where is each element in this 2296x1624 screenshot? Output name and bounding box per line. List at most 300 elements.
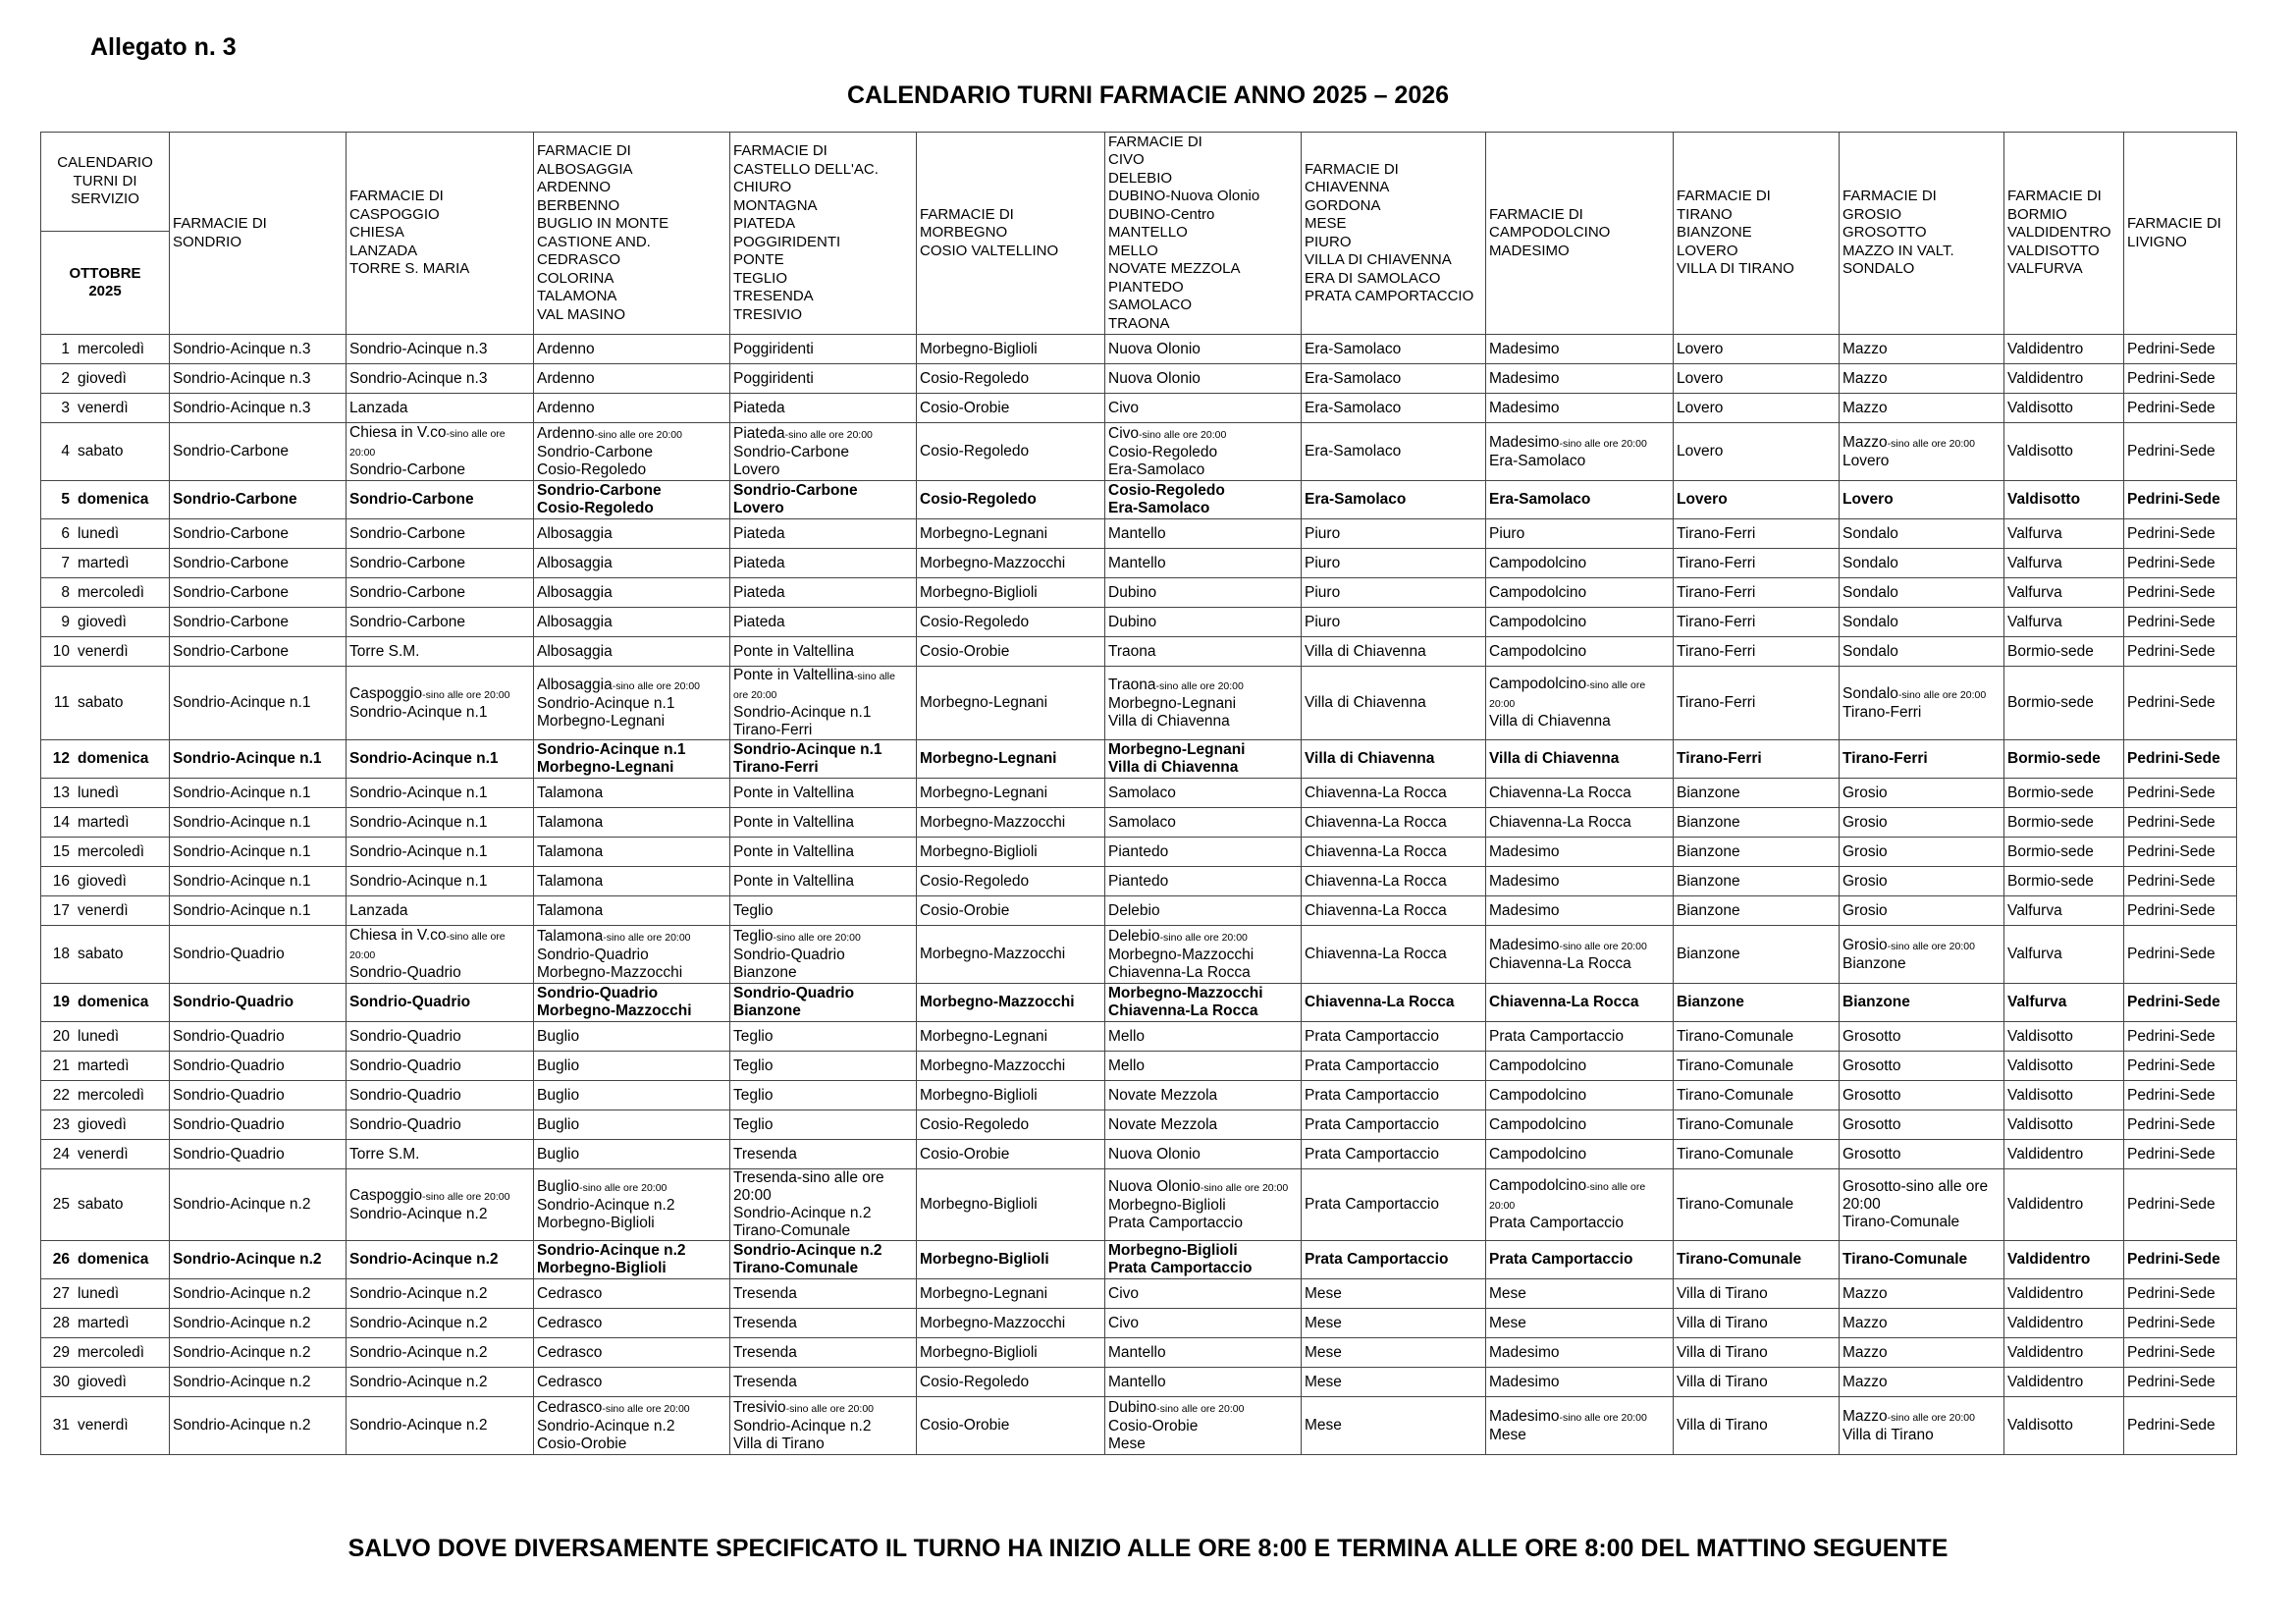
- schedule-cell: [1105, 1140, 1302, 1169]
- schedule-cell: [1302, 1279, 1486, 1309]
- schedule-cell: [1674, 1169, 1840, 1241]
- text-line: FARMACIE DI: [920, 205, 1014, 223]
- schedule-cell: [2124, 667, 2237, 740]
- text-line: VILLA DI TIRANO: [1677, 260, 1794, 278]
- table-body: [41, 335, 2237, 1455]
- pharmacy-name: Valdidentro: [2007, 1373, 2084, 1390]
- schedule-cell: [2124, 519, 2237, 549]
- schedule-cell: [1840, 1081, 2004, 1110]
- pharmacy-name: Buglio: [537, 1115, 580, 1133]
- schedule-cell: [1674, 838, 1840, 867]
- schedule-cell: [1302, 423, 1486, 481]
- schedule-cell: [1840, 1110, 2004, 1140]
- table-row: [41, 926, 2237, 984]
- pharmacy-name: Tresenda-sino alle ore 20:00: [733, 1169, 884, 1204]
- schedule-cell: [2004, 1110, 2124, 1140]
- hours-note: -sino alle ore 20:00: [1559, 940, 1647, 952]
- pharmacy-name: Morbegno-Biglioli: [920, 340, 1038, 357]
- pharmacy-name: Dubino: [1108, 613, 1157, 630]
- table-row: [41, 896, 2237, 926]
- pharmacy-name: Pedrini-Sede: [2127, 694, 2216, 711]
- schedule-cell: [1674, 1241, 1840, 1279]
- schedule-cell: [170, 984, 347, 1022]
- pharmacy-name: [537, 1399, 726, 1418]
- schedule-cell: [917, 1022, 1105, 1052]
- table-row: [41, 1338, 2237, 1368]
- pharmacy-name: Villa di Chiavenna: [1108, 712, 1230, 730]
- pharmacy-name: Sondrio-Quadrio: [349, 1027, 461, 1045]
- schedule-cell: [2124, 1397, 2237, 1455]
- schedule-cell: [534, 1081, 730, 1110]
- pharmacy-name: Sondrio-Carbone: [537, 443, 654, 460]
- pharmacy-name: Sondrio-Carbone: [537, 482, 662, 499]
- pharmacy-name: Sondrio-Acinque n.2: [537, 1417, 675, 1435]
- pharmacy-name: Era-Samolaco: [1108, 460, 1205, 478]
- pharmacy-name: Teglio: [733, 1027, 774, 1045]
- schedule-cell: [1674, 667, 1840, 740]
- pharmacy-name-text: Campodolcino: [1489, 676, 1587, 692]
- pharmacy-name: Era-Samolaco: [1305, 369, 1402, 387]
- pharmacy-name: Grosotto: [1842, 1086, 1901, 1104]
- schedule-cell: [1840, 1052, 2004, 1081]
- table-row: [41, 1022, 2237, 1052]
- text-line: FARMACIE DI: [1677, 188, 1771, 205]
- schedule-cell: [170, 1140, 347, 1169]
- pharmacy-name: Chiavenna-La Rocca: [1489, 813, 1631, 831]
- header-row: [41, 133, 2237, 232]
- pharmacy-name: Morbegno-Legnani: [920, 1284, 1048, 1302]
- schedule-cell: [917, 1140, 1105, 1169]
- schedule-cell: [534, 1368, 730, 1397]
- pharmacy-name: Mazzo: [1842, 369, 1888, 387]
- pharmacy-name: Cosio-Orobie: [1108, 1417, 1199, 1435]
- pharmacy-name: Mazzo: [1842, 340, 1888, 357]
- pharmacy-name: Sondrio-Acinque n.1: [733, 704, 872, 721]
- pharmacy-name: Grosotto-sino alle ore 20:00: [1842, 1178, 1989, 1213]
- schedule-cell: [1105, 1397, 1302, 1455]
- pharmacy-name: Chiavenna-La Rocca: [1305, 994, 1455, 1010]
- pharmacy-name: Sondrio-Acinque n.3: [173, 399, 311, 416]
- pharmacy-name-text: Mazzo: [1842, 1407, 1888, 1425]
- text-line: GROSOTTO: [1842, 224, 1927, 242]
- pharmacy-name-text: Nuova Olonio: [1108, 1177, 1201, 1195]
- pharmacy-name: Mese: [1305, 1343, 1342, 1361]
- pharmacy-name: Bormio-sede: [2007, 784, 2094, 801]
- hours-note: -sino alle ore 20:00: [1200, 1181, 1289, 1194]
- pharmacy-name: Mese: [1108, 1435, 1146, 1452]
- hours-note: -sino alle ore 20:00: [784, 428, 873, 441]
- pharmacy-name: Pedrini-Sede: [2127, 1027, 2216, 1045]
- schedule-cell: [730, 335, 917, 364]
- table-row: [41, 608, 2237, 637]
- text-line: DELEBIO: [1108, 169, 1173, 187]
- pharmacy-name: Sondrio-Acinque n.2: [173, 1314, 311, 1331]
- text-line: MANTELLO: [1108, 224, 1188, 242]
- schedule-cell: [534, 667, 730, 740]
- day-number: 28: [52, 1314, 70, 1331]
- day-number: 13: [52, 784, 70, 801]
- hours-note: -sino alle ore 20:00: [349, 931, 506, 961]
- pharmacy-name: Piantedo: [1108, 872, 1169, 890]
- schedule-cell: [1840, 1338, 2004, 1368]
- day-number: 9: [61, 613, 70, 630]
- schedule-cell: [2004, 394, 2124, 423]
- schedule-cell: [2004, 808, 2124, 838]
- pharmacy-name: Cedrasco: [537, 1314, 603, 1331]
- day-cell: [41, 838, 170, 867]
- schedule-cell: [1840, 1169, 2004, 1241]
- pharmacy-name: Sondrio-Quadrio: [173, 1086, 285, 1104]
- schedule-cell: [2004, 481, 2124, 519]
- schedule-cell: [2124, 740, 2237, 779]
- schedule-cell: [1674, 896, 1840, 926]
- pharmacy-name: Novate Mezzola: [1108, 1086, 1218, 1104]
- attachment-label: Allegato n. 3: [90, 33, 237, 61]
- schedule-cell: [730, 519, 917, 549]
- pharmacy-name: [537, 1178, 726, 1197]
- pharmacy-name: Morbegno-Biglioli: [920, 583, 1038, 601]
- schedule-cell: [347, 1140, 534, 1169]
- pharmacy-name: Piantedo: [1108, 842, 1169, 860]
- pharmacy-name: Mazzo: [1842, 1373, 1888, 1390]
- table-row: [41, 1279, 2237, 1309]
- pharmacy-name: Madesimo: [1489, 369, 1560, 387]
- table-row: [41, 1309, 2237, 1338]
- day-cell: [41, 1052, 170, 1081]
- day-number: 25: [52, 1196, 70, 1213]
- schedule-cell: [534, 519, 730, 549]
- pharmacy-name: Chiavenna-La Rocca: [1489, 784, 1631, 801]
- pharmacy-name: Morbegno-Biglioli: [920, 1343, 1038, 1361]
- pharmacy-name: Piuro: [1305, 583, 1341, 601]
- schedule-cell: [730, 1081, 917, 1110]
- day-number: 24: [52, 1145, 70, 1163]
- text-line: ALBOSAGGIA: [537, 160, 633, 178]
- schedule-cell: [1486, 1397, 1674, 1455]
- pharmacy-name: [349, 685, 530, 704]
- schedule-cell: [347, 394, 534, 423]
- pharmacy-name: Sondrio-Quadrio: [537, 946, 649, 963]
- schedule-cell: [917, 808, 1105, 838]
- pharmacy-name: Pedrini-Sede: [2127, 872, 2216, 890]
- table-row: [41, 779, 2237, 808]
- column-header-sondrio: [170, 133, 347, 335]
- pharmacy-name: [1489, 1177, 1670, 1215]
- schedule-cell: [170, 1368, 347, 1397]
- pharmacy-name: Valdidentro: [2007, 1284, 2084, 1302]
- pharmacy-name: Sondrio-Acinque n.1: [173, 750, 322, 767]
- pharmacy-name: Cosio-Orobie: [920, 901, 1010, 919]
- pharmacy-name: Tirano-Comunale: [733, 1260, 859, 1276]
- schedule-cell: [917, 578, 1105, 608]
- pharmacy-name: Pedrini-Sede: [2127, 901, 2216, 919]
- day-number: 12: [52, 750, 70, 767]
- text-line: TRESIVIO: [733, 305, 803, 323]
- weekday: martedì: [78, 554, 130, 571]
- day-cell: [41, 926, 170, 984]
- pharmacy-name: Valdisotto: [2007, 399, 2073, 416]
- pharmacy-name: Piateda: [733, 554, 785, 571]
- schedule-cell: [2124, 1169, 2237, 1241]
- schedule-cell: [1486, 667, 1674, 740]
- schedule-cell: [730, 1397, 917, 1455]
- text-line: BUGLIO IN MONTE: [537, 215, 669, 232]
- pharmacy-name: Sondrio-Acinque n.1: [349, 813, 488, 831]
- schedule-cell: [1302, 740, 1486, 779]
- pharmacy-name: Mese: [1489, 1426, 1526, 1443]
- schedule-cell: [917, 667, 1105, 740]
- schedule-cell: [1840, 1241, 2004, 1279]
- schedule-cell: [1105, 779, 1302, 808]
- pharmacy-name: [1108, 928, 1298, 947]
- schedule-cell: [347, 740, 534, 779]
- text-line: TORRE S. MARIA: [349, 260, 470, 278]
- weekday: venerdì: [78, 901, 129, 919]
- pharmacy-name: Pedrini-Sede: [2127, 583, 2216, 601]
- table-row: [41, 423, 2237, 481]
- day-number: 31: [52, 1417, 70, 1434]
- day-number: 15: [52, 842, 70, 860]
- schedule-cell: [534, 637, 730, 667]
- pharmacy-name: [1108, 425, 1298, 444]
- schedule-cell: [1302, 481, 1486, 519]
- schedule-cell: [1674, 481, 1840, 519]
- pharmacy-name: [733, 1399, 913, 1418]
- pharmacy-name: Albosaggia: [537, 583, 613, 601]
- pharmacy-name: Mello: [1108, 1027, 1146, 1045]
- schedule-cell: [2124, 1110, 2237, 1140]
- pharmacy-name: Sondrio-Carbone: [349, 524, 466, 542]
- text-line: VALDISOTTO: [2007, 242, 2100, 259]
- day-number: 14: [52, 813, 70, 831]
- weekday: domenica: [78, 1251, 149, 1268]
- table-row: [41, 838, 2237, 867]
- pharmacy-name: Campodolcino: [1489, 583, 1587, 601]
- pharmacy-name: Chiavenna-La Rocca: [1108, 963, 1251, 981]
- weekday: sabato: [78, 1196, 124, 1213]
- pharmacy-name: Civo: [1108, 399, 1140, 416]
- pharmacy-name: Sondrio-Acinque n.2: [173, 1417, 311, 1434]
- schedule-cell: [2124, 896, 2237, 926]
- pharmacy-name: Cosio-Regoledo: [1108, 443, 1218, 460]
- schedule-cell: [534, 1140, 730, 1169]
- schedule-cell: [2124, 1140, 2237, 1169]
- pharmacy-name: Villa di Tirano: [1677, 1284, 1768, 1302]
- schedule-cell: [1486, 896, 1674, 926]
- pharmacy-name: Sondrio-Carbone: [173, 491, 297, 508]
- schedule-cell: [1302, 1081, 1486, 1110]
- schedule-cell: [1105, 608, 1302, 637]
- schedule-cell: [170, 1022, 347, 1052]
- pharmacy-name: Sondrio-Quadrio: [349, 964, 461, 981]
- schedule-cell: [917, 1169, 1105, 1241]
- pharmacy-name: [537, 928, 726, 947]
- pharmacy-name: Cosio-Orobie: [920, 1145, 1010, 1163]
- pharmacy-name: Tirano-Comunale: [1842, 1251, 1968, 1268]
- pharmacy-name: Madesimo: [1489, 872, 1560, 890]
- pharmacy-name: Albosaggia: [537, 642, 613, 660]
- table-row: [41, 1241, 2237, 1279]
- schedule-cell: [534, 364, 730, 394]
- pharmacy-name: Valfurva: [2007, 946, 2062, 962]
- pharmacy-name: Piuro: [1305, 554, 1341, 571]
- schedule-cell: [2004, 1052, 2124, 1081]
- schedule-cell: [1840, 1397, 2004, 1455]
- pharmacy-name: [349, 927, 530, 964]
- pharmacy-name: Chiavenna-La Rocca: [1305, 842, 1447, 860]
- pharmacy-name: Cedrasco: [537, 1373, 603, 1390]
- text-line: DUBINO-Nuova Olonio: [1108, 188, 1260, 205]
- table-row: [41, 481, 2237, 519]
- pharmacy-name: Sondrio-Acinque n.2: [349, 1284, 488, 1302]
- pharmacy-name: Campodolcino: [1489, 1056, 1587, 1074]
- text-line: CEDRASCO: [537, 251, 621, 268]
- schedule-cell: [170, 926, 347, 984]
- pharmacy-name: Teglio: [733, 1056, 774, 1074]
- schedule-cell: [1486, 637, 1674, 667]
- schedule-cell: [534, 1241, 730, 1279]
- pharmacy-name: Valfurva: [2007, 583, 2062, 601]
- schedule-cell: [1486, 1368, 1674, 1397]
- text-line: CASTIONE AND.: [537, 233, 651, 250]
- pharmacy-name: Prata Camportaccio: [1305, 1145, 1439, 1163]
- pharmacy-name: Morbegno-Mazzocchi: [920, 1056, 1066, 1074]
- schedule-cell: [917, 1279, 1105, 1309]
- text-line: MORBEGNO: [920, 224, 1008, 242]
- pharmacy-name: Valdisotto: [2007, 1115, 2073, 1133]
- pharmacy-name: Ponte in Valtellina: [733, 842, 854, 860]
- schedule-cell: [730, 867, 917, 896]
- pharmacy-name: Grosotto: [1842, 1027, 1901, 1045]
- pharmacy-name: Valfurva: [2007, 901, 2062, 919]
- schedule-cell: [170, 779, 347, 808]
- text-line: BIANZONE: [1677, 224, 1752, 242]
- pharmacy-name: Villa di Tirano: [1677, 1314, 1768, 1331]
- pharmacy-name: Villa di Tirano: [1677, 1417, 1768, 1434]
- day-cell: [41, 1140, 170, 1169]
- text-line: FARMACIE DI: [1305, 160, 1399, 178]
- schedule-cell: [1302, 779, 1486, 808]
- schedule-cell: [1674, 608, 1840, 637]
- schedule-cell: [534, 779, 730, 808]
- schedule-cell: [2124, 578, 2237, 608]
- schedule-cell: [730, 838, 917, 867]
- weekday: domenica: [78, 750, 149, 767]
- schedule-cell: [1486, 808, 1674, 838]
- schedule-cell: [917, 423, 1105, 481]
- pharmacy-name: Buglio: [537, 1086, 580, 1104]
- schedule-cell: [1302, 1397, 1486, 1455]
- schedule-cell: [917, 549, 1105, 578]
- schedule-cell: [2004, 926, 2124, 984]
- pharmacy-name: Poggiridenti: [733, 340, 814, 357]
- hours-note: -sino alle ore 20:00: [422, 1190, 510, 1203]
- schedule-cell: [1840, 984, 2004, 1022]
- schedule-cell: [534, 1309, 730, 1338]
- text-line: SAMOLACO: [1108, 297, 1193, 314]
- schedule-cell: [1486, 549, 1674, 578]
- schedule-cell: [534, 1022, 730, 1052]
- pharmacy-name: Valdidentro: [2007, 1145, 2084, 1163]
- hours-note: -sino alle ore 20:00: [1887, 1411, 1975, 1424]
- table-row: [41, 519, 2237, 549]
- pharmacy-name: Civo: [1108, 1314, 1140, 1331]
- schedule-cell: [1674, 394, 1840, 423]
- schedule-cell: [730, 1169, 917, 1241]
- pharmacy-name: Mese: [1305, 1373, 1342, 1390]
- schedule-cell: [2004, 1140, 2124, 1169]
- schedule-cell: [1674, 364, 1840, 394]
- schedule-cell: [170, 740, 347, 779]
- schedule-cell: [170, 578, 347, 608]
- schedule-cell: [347, 481, 534, 519]
- pharmacy-name: Sondrio-Acinque n.3: [349, 369, 488, 387]
- day-number: 2: [61, 369, 70, 387]
- pharmacy-name: Valdisotto: [2007, 443, 2073, 460]
- schedule-cell: [170, 896, 347, 926]
- pharmacy-name: Pedrini-Sede: [2127, 554, 2216, 571]
- hours-note: -sino alle ore 20:00: [602, 1402, 690, 1415]
- pharmacy-name: Morbegno-Mazzocchi: [920, 994, 1075, 1010]
- schedule-cell: [1840, 1309, 2004, 1338]
- schedule-cell: [2004, 1241, 2124, 1279]
- pharmacy-name: Tirano-Comunale: [1677, 1115, 1794, 1133]
- schedule-cell: [1840, 1368, 2004, 1397]
- pharmacy-name: Tirano-Comunale: [1677, 1251, 1802, 1268]
- schedule-cell: [1674, 1081, 1840, 1110]
- text-line: SONDRIO: [173, 233, 242, 250]
- schedule-cell: [347, 1279, 534, 1309]
- text-line: CALENDARIO: [57, 154, 153, 172]
- pharmacy-name: Sondrio-Acinque n.1: [349, 703, 488, 721]
- schedule-cell: [917, 364, 1105, 394]
- pharmacy-name: Talamona: [537, 813, 604, 831]
- table-row: [41, 364, 2237, 394]
- schedule-cell: [170, 481, 347, 519]
- pharmacy-name: Mese: [1305, 1314, 1342, 1331]
- schedule-cell: [1840, 549, 2004, 578]
- schedule-cell: [2124, 1279, 2237, 1309]
- schedule-cell: [1674, 1022, 1840, 1052]
- pharmacy-name: Mello: [1108, 1056, 1146, 1074]
- schedule-cell: [1105, 838, 1302, 867]
- pharmacy-name: Poggiridenti: [733, 369, 814, 387]
- pharmacy-name: Bormio-sede: [2007, 872, 2094, 890]
- weekday: sabato: [78, 443, 124, 460]
- pharmacy-name: Tirano-Ferri: [1677, 750, 1762, 767]
- pharmacy-name: Ponte in Valtellina: [733, 784, 854, 801]
- schedule-cell: [1302, 549, 1486, 578]
- pharmacy-name: Prata Camportaccio: [1108, 1214, 1243, 1231]
- pharmacy-name: Piuro: [1305, 613, 1341, 630]
- schedule-cell: [1105, 519, 1302, 549]
- pharmacy-name: Tirano-Ferri: [1677, 642, 1756, 660]
- text-line: TIRANO: [1677, 205, 1733, 223]
- schedule-cell: [1486, 1052, 1674, 1081]
- pharmacy-name: Piateda: [733, 524, 785, 542]
- pharmacy-name: Morbegno-Biglioli: [537, 1260, 667, 1276]
- schedule-cell: [534, 1110, 730, 1140]
- pharmacy-name: Campodolcino: [1489, 554, 1587, 571]
- pharmacy-name: Talamona: [537, 842, 604, 860]
- schedule-cell: [347, 335, 534, 364]
- pharmacy-name: Tirano-Ferri: [733, 722, 813, 738]
- schedule-cell: [730, 740, 917, 779]
- pharmacy-name: Pedrini-Sede: [2127, 399, 2216, 416]
- schedule-cell: [1674, 740, 1840, 779]
- schedule-cell: [347, 1338, 534, 1368]
- pharmacy-name: Valdidentro: [2007, 1251, 2091, 1268]
